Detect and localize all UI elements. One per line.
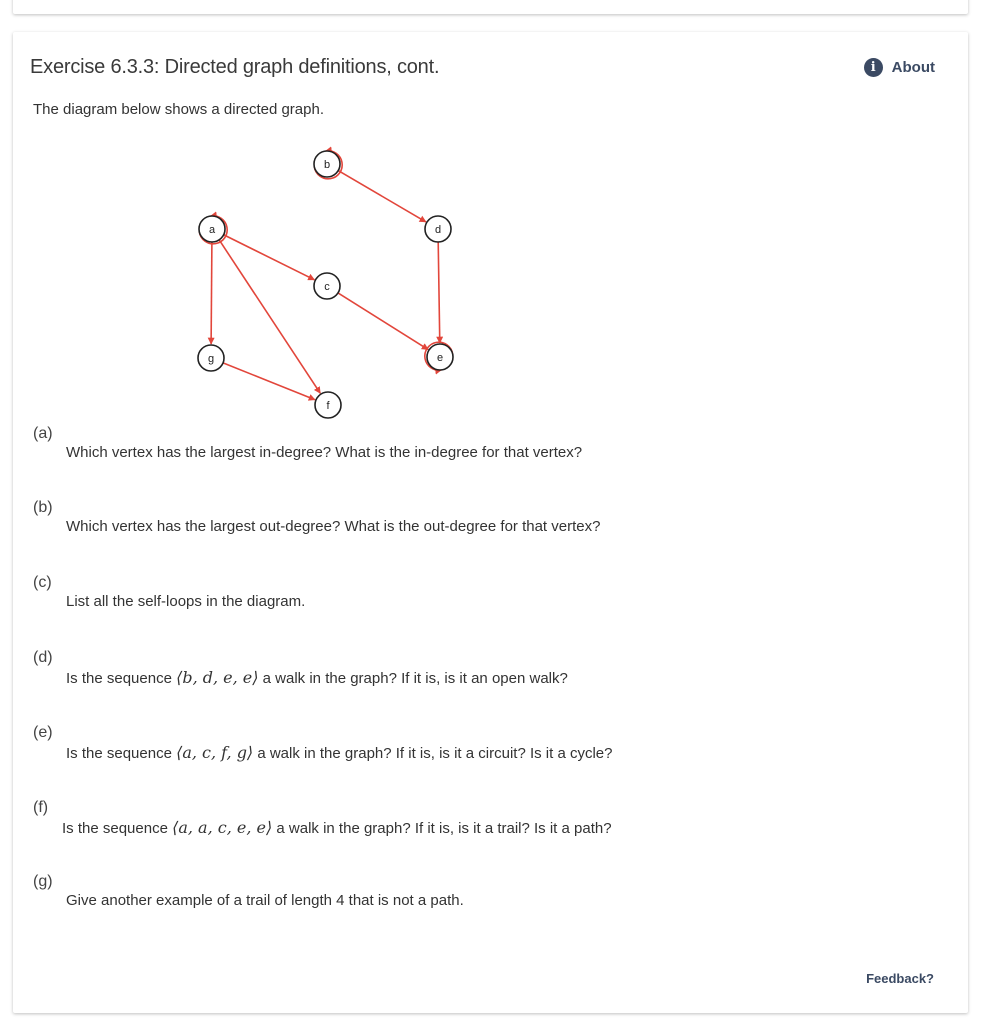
vertex-e-label: e xyxy=(436,352,444,364)
question-part-label: (e) xyxy=(33,724,53,741)
edge-c-e xyxy=(338,293,428,350)
edge-a-f xyxy=(219,240,320,393)
math-sequence: ⟨b, d, e, e⟩ xyxy=(176,668,259,687)
exercise-title: Exercise 6.3.3: Directed graph definitions, cont. xyxy=(30,56,440,78)
exercise-card xyxy=(13,32,968,1013)
vertex-b xyxy=(314,151,340,177)
question-part-label: (g) xyxy=(33,873,53,890)
math-sequence: ⟨a, c, f, g⟩ xyxy=(176,743,254,762)
edge-a-c xyxy=(224,235,315,280)
question-text-segment: a walk in the graph? If it is, is it a circuit? Is it a cycle? xyxy=(253,745,613,762)
question-text xyxy=(62,818,612,837)
vertex-g-label: g xyxy=(207,353,215,365)
question-text-segment: List all the self-loops in the diagram. xyxy=(66,593,306,610)
vertex-a-label: a xyxy=(208,224,216,236)
vertex-g xyxy=(198,345,224,371)
question-part-label: (b) xyxy=(33,499,53,516)
vertex-a xyxy=(199,216,225,242)
edge-a-g xyxy=(211,242,212,344)
directed-graph-diagram xyxy=(13,32,968,432)
intro-text: The diagram below shows a directed graph. xyxy=(33,101,324,118)
question-part-label: (a) xyxy=(33,425,53,442)
question-text-segment: Is the sequence xyxy=(66,745,177,762)
question-text xyxy=(66,593,305,610)
question-text-segment: Which vertex has the largest in-degree? What is the in-degree for that vertex? xyxy=(66,444,583,461)
question-text xyxy=(66,444,582,461)
question-part-label: (d) xyxy=(33,649,53,666)
question-text xyxy=(66,892,464,909)
vertex-c-label: c xyxy=(324,281,330,293)
question-text-segment: Give another example of a trail of length 4 that is not a path. xyxy=(66,892,464,909)
edge-b-d xyxy=(338,171,426,222)
vertex-c xyxy=(314,273,340,299)
question-text-segment: Which vertex has the largest out-degree? What is the out-degree for that vertex? xyxy=(66,518,601,535)
previous-card-edge xyxy=(13,0,968,14)
edge-d-e xyxy=(438,242,440,343)
question-text-segment: Is the sequence xyxy=(62,820,173,837)
question-text xyxy=(66,668,568,687)
question-text-segment: a walk in the graph? If it is, is it a trail? Is it a path? xyxy=(272,820,612,837)
info-icon: i xyxy=(864,58,883,77)
question-text-segment: a walk in the graph? If it is, is it an open walk? xyxy=(258,670,568,687)
question-part-label: (c) xyxy=(33,574,52,591)
vertex-e xyxy=(427,344,453,370)
math-sequence: ⟨a, a, c, e, e⟩ xyxy=(172,818,273,837)
vertex-d xyxy=(425,216,451,242)
vertex-f-label: f xyxy=(326,400,330,412)
question-text xyxy=(66,518,600,535)
feedback-link[interactable]: Feedback? xyxy=(866,971,934,986)
about-label: About xyxy=(891,59,935,76)
question-text xyxy=(66,743,612,762)
question-text-segment: Is the sequence xyxy=(66,670,177,687)
vertex-b-label: b xyxy=(323,159,331,171)
question-part-label: (f) xyxy=(33,799,49,816)
vertex-f xyxy=(315,392,341,418)
vertex-d-label: d xyxy=(434,224,442,236)
edge-g-f xyxy=(223,363,315,400)
